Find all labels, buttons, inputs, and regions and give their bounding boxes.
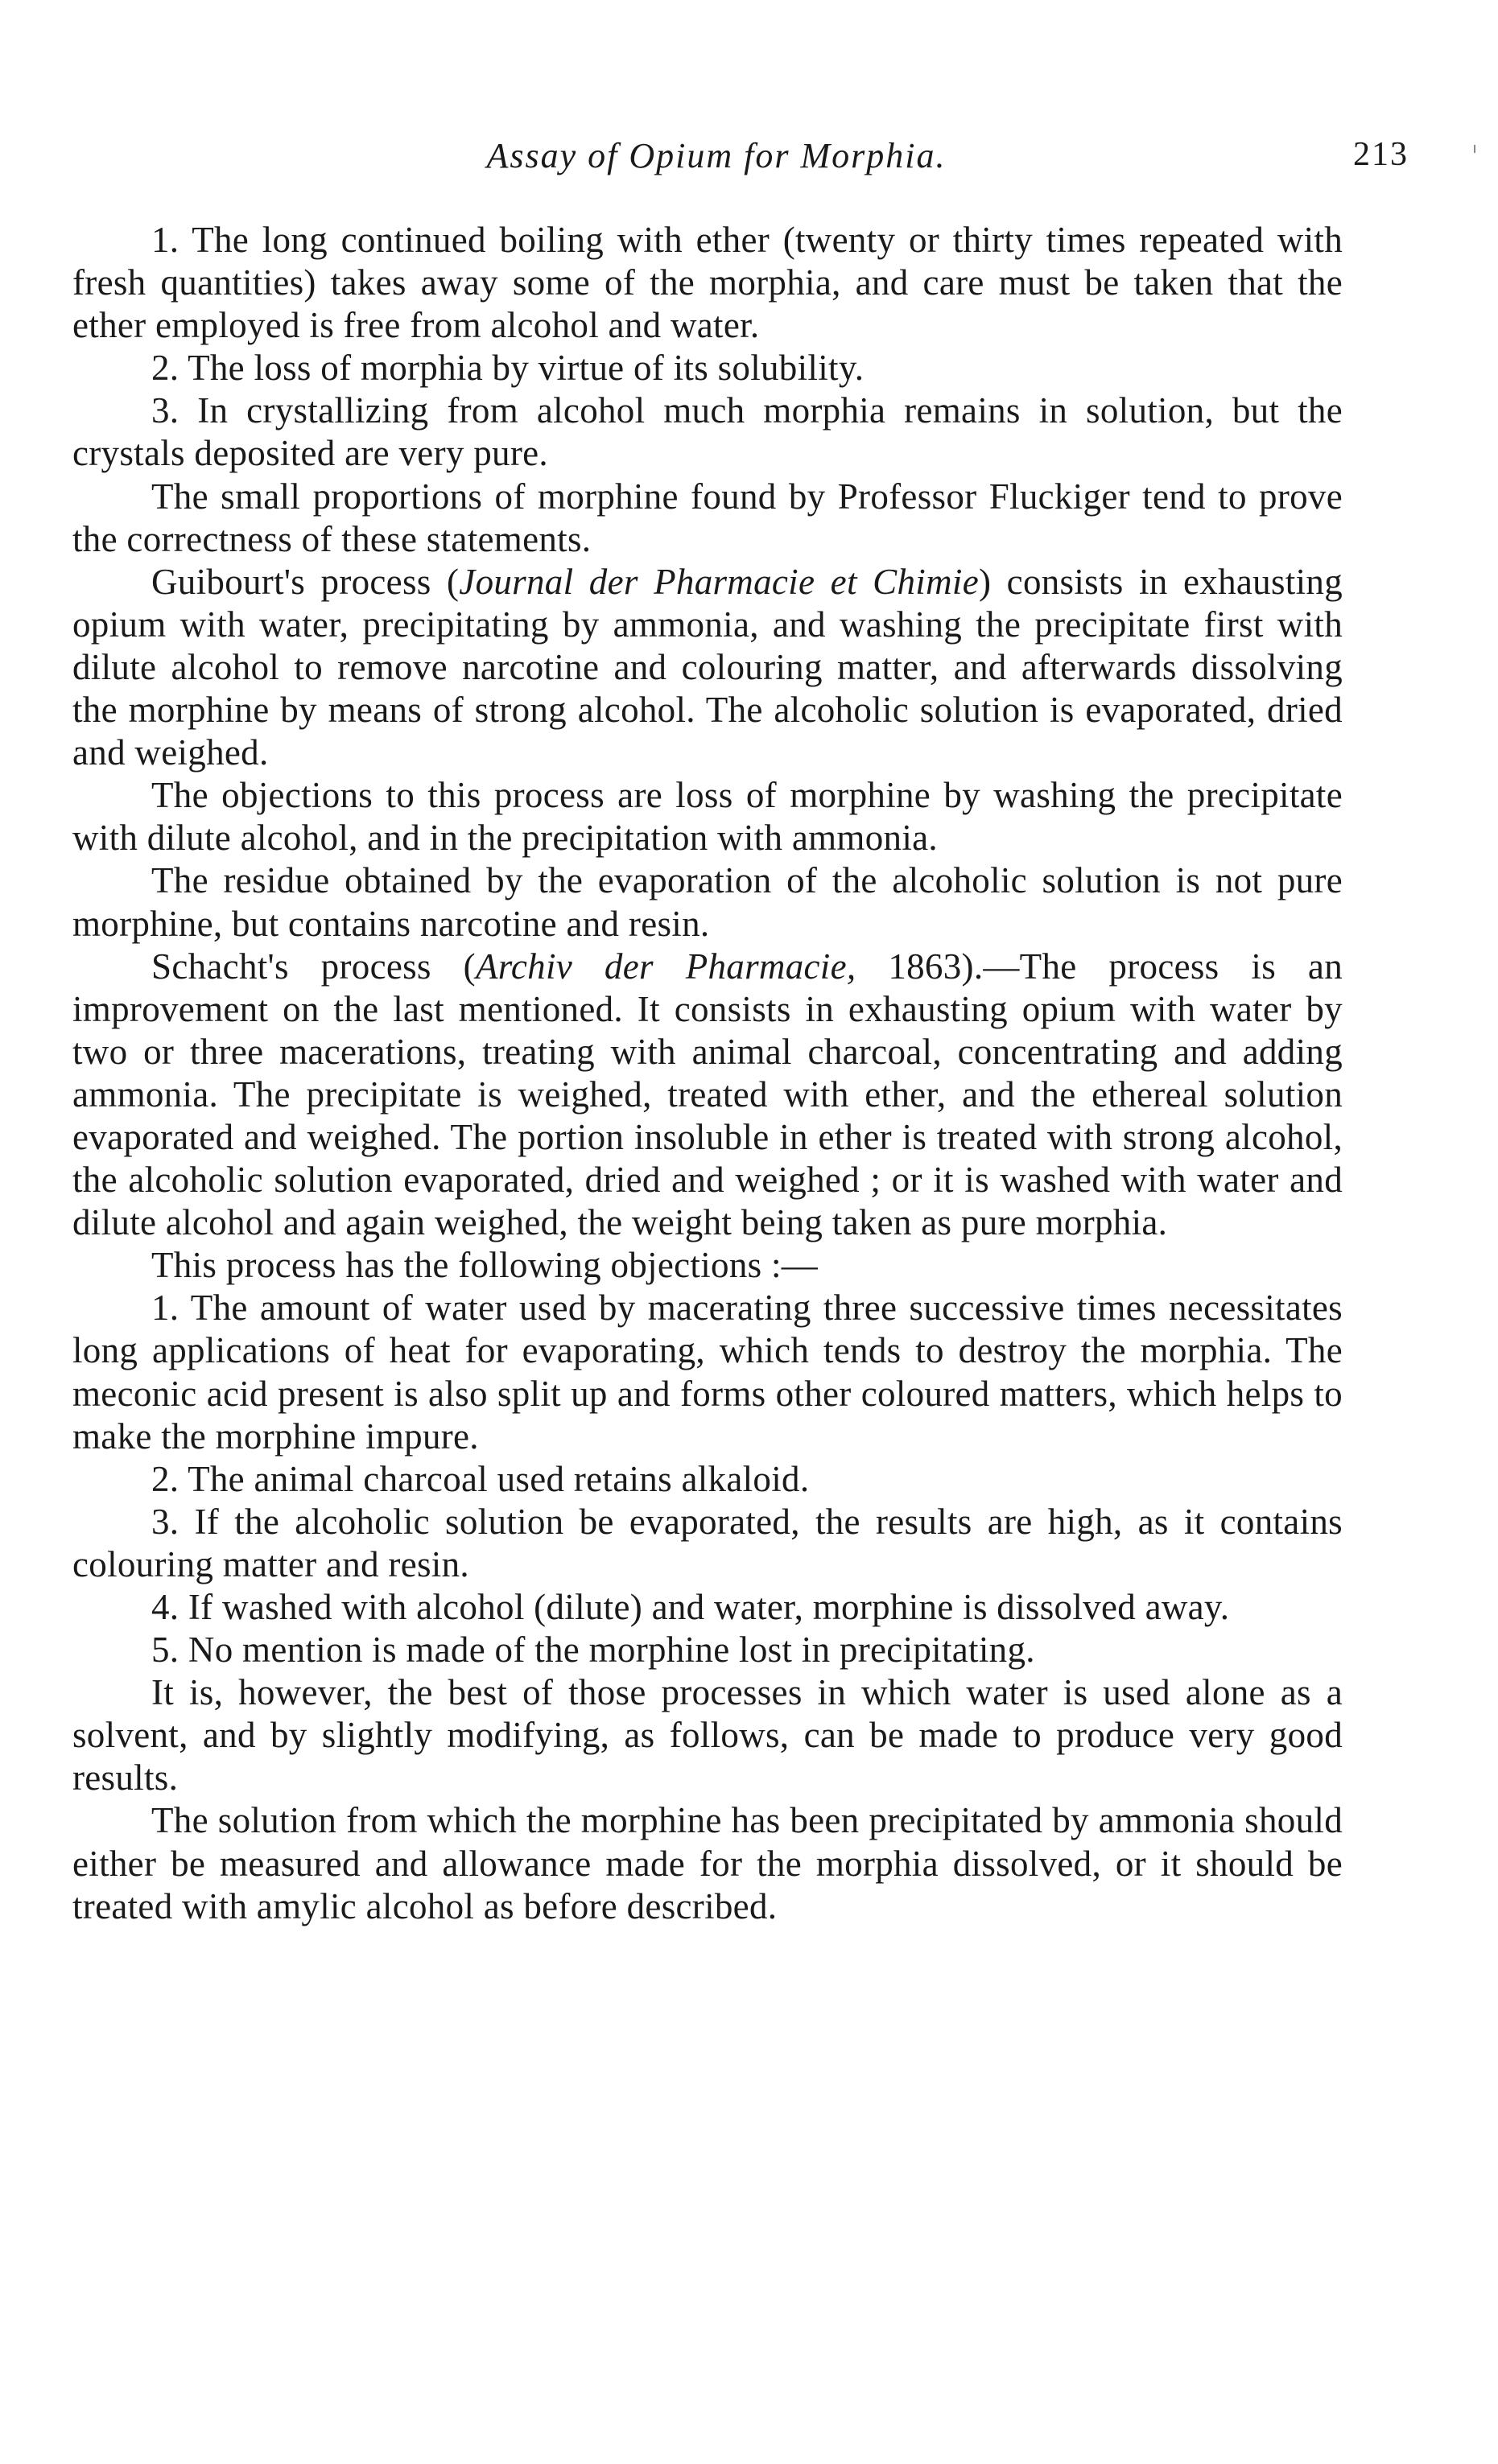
- page-header: [72, 135, 1409, 192]
- guibourt-text-after: ) consists in exhausting opium with water, precipitating by ammonia, and washing the precipitate first with dilute alcohol to remove narcotine and colouring matter, and afterwards dissolving the morphine by means of strong alcohol. The alcoholic solution is evaporated, dried and weighed.: [72, 561, 1343, 773]
- schacht-objection-1: 1. The amount of water used by macerating three successive times necessitates long applications of heat for evaporating, which tends to destroy the morphia. The meconic acid present is also split up and forms other coloured matters, which helps to make the morphine impure.: [72, 1288, 1343, 1457]
- schacht-objection-2: 2. The animal charcoal used retains alkaloid.: [151, 1458, 810, 1499]
- objection-item-3: 3. In crystallizing from alcohol much morphia remains in solution, but the crystals deposited are very pure.: [72, 390, 1343, 474]
- paragraph-best-process: It is, however, the best of those processes in which water is used alone as a solvent, and by slightly modifying, as follows, can be made to produce very good results.: [72, 1672, 1343, 1799]
- objection-item-2: 2. The loss of morphia by virtue of its solubility.: [151, 348, 865, 389]
- paragraph-schacht: [72, 946, 1343, 1245]
- guibourt-text-before: Guibourt's process (: [151, 561, 460, 602]
- journal-title: Journal der Pharmacie et Chimie: [459, 561, 979, 602]
- paragraph-guibourt: [72, 561, 1343, 774]
- running-title: Assay of Opium for Morphia.: [486, 136, 947, 175]
- paragraph-residue: The residue obtained by the evaporation of the alcoholic solution is not pure morphine, but contains narcotine and resin.: [72, 860, 1343, 944]
- journal-title: Archiv der Pharmacie,: [475, 946, 856, 987]
- schacht-objection-5: 5. No mention is made of the morphine lost in precipitating.: [151, 1630, 1035, 1671]
- schacht-objection-3: 3. If the alcoholic solution be evaporated, the results are high, as it contains colouring matter and resin.: [72, 1501, 1343, 1584]
- objection-item-1: 1. The long continued boiling with ether (twenty or thirty times repeated with fresh quantities) takes away some of the morphia, and care must be taken that the ether employed is free from alcohol and water.: [72, 220, 1343, 346]
- schacht-objection-4: 4. If washed with alcohol (dilute) and water, morphine is dissolved away.: [151, 1587, 1230, 1627]
- paragraph-guibourt-objections: The objections to this process are loss of morphine by washing the precipitate with dilute alcohol, and in the precipitation with ammonia.: [72, 775, 1343, 859]
- schacht-text-after: 1863).—The process is an improvement on the last mentioned. It consists in exhausting opium with water by two or three macerations, treating with animal charcoal, concentrating and adding ammonia. The precipitate is weighed, treated with ether, and the ethereal solution evaporated and weighed. The portion insoluble in ether is treated with strong alcohol, the alcoholic solution evaporated, dried and weighed ; or it is washed with water and dilute alcohol and again weighed, the weight being taken as pure morphia.: [72, 946, 1343, 1243]
- page-number: 213: [1353, 136, 1409, 173]
- paragraph-objections-intro: This process has the following objections :—: [151, 1245, 819, 1286]
- paragraph-final: The solution from which the morphine has been precipitated by ammonia should either be measured and allowance made for the morphia dissolved, or it should be treated with amylic alcohol as before described.: [72, 1800, 1343, 1926]
- schacht-text-before: Schacht's process (: [151, 946, 476, 987]
- scan-mark: [1474, 145, 1475, 153]
- paragraph-fluckiger: The small proportions of morphine found by Professor Fluckiger tend to prove the correctness of these statements.: [72, 476, 1343, 559]
- page-body: [72, 219, 1343, 1928]
